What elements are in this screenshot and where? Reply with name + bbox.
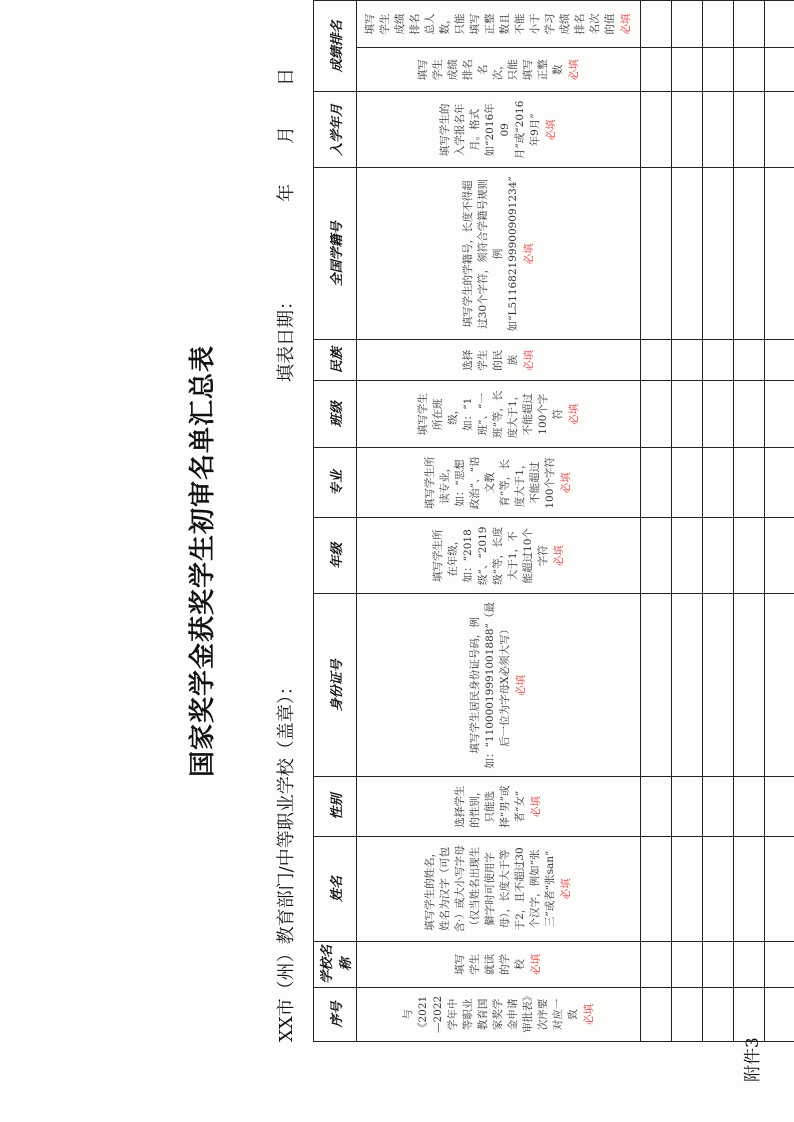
table-row [734,1,765,1042]
table-cell[interactable] [641,987,672,1041]
column-description [357,168,641,340]
table-cell[interactable] [765,340,794,381]
table-cell[interactable] [734,340,765,381]
table-cell[interactable] [641,48,672,92]
table-cell[interactable] [734,518,765,594]
description-text: 填写学生所在班级，如：“1班”、“一班”等，长度大于1，不能超过100个字符 [416,389,564,439]
column-description [357,942,641,988]
table-cell[interactable] [641,594,672,777]
table-cell[interactable] [703,48,734,92]
table-cell[interactable] [765,987,794,1041]
column-description [357,1,641,48]
description-text: 选择学生的性别，只能选择“男”或者“女” [454,785,526,828]
table-cell[interactable] [672,48,703,92]
column-header: 班级 [314,381,357,448]
table-cell[interactable] [672,518,703,594]
description-text: 填写学生所读专业，如：“思想政治”、“语文教育”等，长度大于1，不能超过100个字符 [424,456,556,510]
table-cell[interactable] [765,836,794,941]
table-cell[interactable] [672,942,703,988]
required-marker: 必填 [567,59,580,81]
description-row [357,1,641,1042]
table-cell[interactable] [672,381,703,448]
table-cell[interactable] [765,168,794,340]
table-cell[interactable] [734,836,765,941]
table-cell[interactable] [672,1,703,48]
column-description [357,92,641,168]
table-cell[interactable] [672,92,703,168]
required-marker: 必填 [530,953,542,975]
column-header: 学校名称 [314,942,357,988]
table-cell[interactable] [703,381,734,448]
table-cell[interactable] [734,381,765,448]
description-text: 填写学生的入学报名年月。格式如“2016年09月”或“2016年9月” [439,100,541,160]
table-cell[interactable] [703,92,734,168]
table-cell[interactable] [734,48,765,92]
column-description [357,777,641,836]
required-marker: 必填 [522,349,535,371]
table-cell[interactable] [734,168,765,340]
table-cell[interactable] [734,942,765,988]
table-cell[interactable] [703,448,734,518]
description-text: 填写学生成绩排名总人数，只能填写正整数且不能小于学习成绩排名名次的值 [364,13,616,35]
table-cell[interactable] [641,168,672,340]
table-cell[interactable] [672,777,703,836]
column-header: 序号 [314,987,357,1041]
column-description [357,381,641,448]
required-marker: 必填 [567,403,580,425]
column-header: 民族 [314,340,357,381]
summary-table [313,0,794,1042]
table-row [765,1,794,1042]
column-header-ranking: 成绩排名 [314,1,357,92]
required-marker: 必填 [515,674,527,696]
description-text: 填写学生所在年级，如：“2018级”、“2019级”等，长度大于1，不能超过10个字符 [431,526,549,586]
table-cell[interactable] [765,448,794,518]
column-header: 专业 [314,448,357,518]
table-row [672,1,703,1042]
date-year: 年 [276,184,297,202]
column-description [357,48,641,92]
date-month: 月 [276,126,297,144]
table-cell[interactable] [641,942,672,988]
table-cell[interactable] [703,942,734,988]
table-cell[interactable] [641,518,672,594]
description-text: 选择学生的民族 [461,349,519,371]
fill-date [272,68,298,382]
table-cell[interactable] [672,340,703,381]
required-marker: 必填 [560,472,572,494]
description-text: 填写学生的学籍号，长度不得超过30个字符，须符合学籍号规则例如“L5116821999009091234” [461,176,519,332]
table-cell[interactable] [734,1,765,48]
table-cell[interactable] [734,777,765,836]
column-description [357,987,641,1041]
table-cell[interactable] [703,777,734,836]
table-cell[interactable] [765,518,794,594]
required-marker: 必填 [560,878,572,900]
table-cell[interactable] [672,987,703,1041]
column-header: 性别 [314,777,357,836]
table-cell[interactable] [734,594,765,777]
required-marker: 必填 [530,796,542,818]
table-cell[interactable] [734,448,765,518]
table-cell[interactable] [641,448,672,518]
table-cell[interactable] [703,518,734,594]
table-cell[interactable] [641,381,672,448]
description-text: 与《2021—2022学年中等职业教育国家奖学金申请审批表》次序要对应一致 [401,995,579,1033]
required-marker: 必填 [522,243,535,265]
table-cell[interactable] [641,92,672,168]
table-body [357,1,794,1042]
table-cell[interactable] [703,340,734,381]
table-row [641,1,672,1042]
document-title: 国家奖学金获奖学生初审名单汇总表 [188,345,218,778]
column-header: 年级 [314,518,357,594]
school-line: XX市（州）教育部门/中等职业学校（盖章）： [276,677,297,1042]
table-cell[interactable] [765,381,794,448]
description-text: 填写学生的姓名，姓名为汉字（可包含·）或大小写字母（仅当姓名出现生僻字时可使用字母），长度大于等于2，且不超过30个汉字，例如“张三”或者“张san” [424,845,556,933]
table-cell[interactable] [765,1,794,48]
table-cell[interactable] [765,92,794,168]
description-text: 填写学生居民身份证号码，例如：“11000019991001888”（最后一位为字母X必须大写） [469,602,511,769]
table-cell[interactable] [703,1,734,48]
table-cell[interactable] [765,48,794,92]
column-description [357,594,641,777]
table-cell[interactable] [734,987,765,1041]
column-description [357,836,641,941]
header-row [314,1,357,1042]
table-cell[interactable] [765,594,794,777]
table-cell[interactable] [672,836,703,941]
table-cell[interactable] [641,777,672,836]
column-header: 身份证号 [314,594,357,777]
table-cell[interactable] [765,777,794,836]
required-marker: 必填 [582,1003,595,1025]
required-marker: 必填 [545,119,557,141]
date-label: 填表日期： [276,292,297,382]
attachment-label: 附件3 [743,1037,763,1082]
column-header: 入学年月 [314,92,357,168]
column-header: 姓名 [314,836,357,941]
column-description [357,448,641,518]
table-cell[interactable] [734,92,765,168]
description-text: 填写学生成绩排名名次，只能填写正整数 [416,59,564,81]
table-row [703,1,734,1042]
table-cell[interactable] [641,836,672,941]
table-cell[interactable] [703,594,734,777]
table-cell[interactable] [703,168,734,340]
table-cell[interactable] [672,448,703,518]
table-cell[interactable] [641,1,672,48]
table-cell[interactable] [641,340,672,381]
column-description [357,340,641,381]
date-day: 日 [276,68,297,86]
column-description [357,518,641,594]
required-marker: 必填 [552,545,565,567]
table-cell[interactable] [672,594,703,777]
column-header: 全国学籍号 [314,168,357,340]
description-text: 填写学生就读的学校 [454,953,526,975]
table-cell[interactable] [703,836,734,941]
table-cell[interactable] [703,987,734,1041]
table-cell[interactable] [672,168,703,340]
required-marker: 必填 [620,13,632,35]
table-cell[interactable] [765,942,794,988]
